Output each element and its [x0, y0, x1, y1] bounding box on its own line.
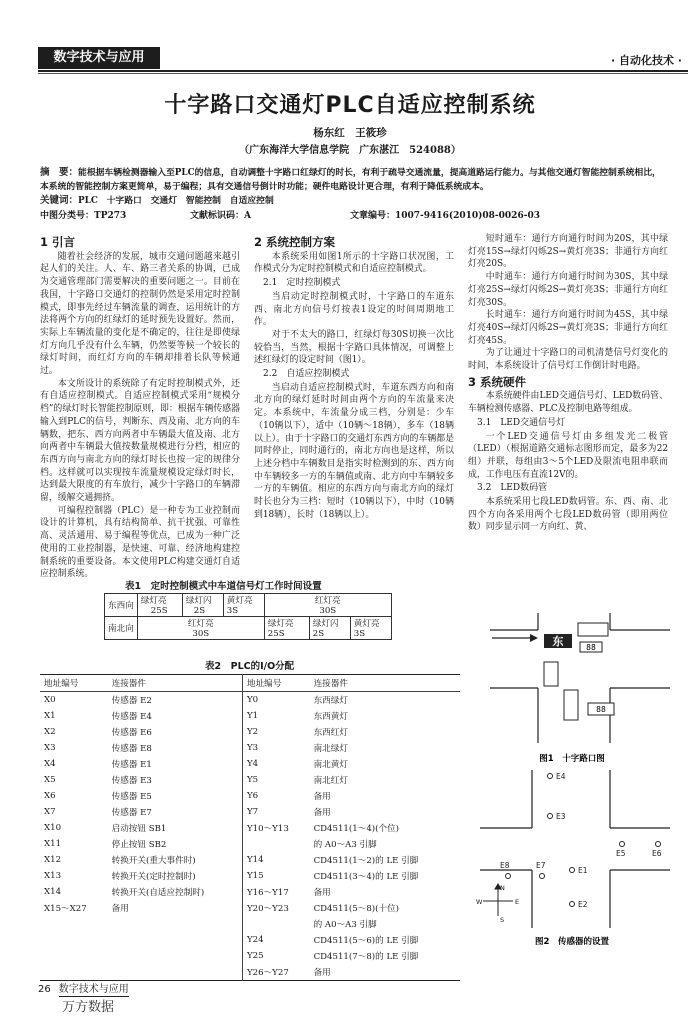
- table2-cell: 传感器 E1: [111, 760, 152, 770]
- journal-name: 数字技术与应用: [58, 984, 129, 995]
- signal-box: [578, 623, 608, 636]
- digit-display: 88: [596, 705, 606, 714]
- t1-ew-label: 东西向: [105, 594, 138, 617]
- table2-cell: Y10～Y13: [242, 820, 309, 836]
- paragraph: 本系统采用如图1所示的十字路口状况图，工作模式分为定时控制模式和自适应控制模式。: [254, 251, 454, 275]
- sensor-e8: [506, 874, 511, 879]
- table2-cell: 传感器 E5: [111, 792, 152, 802]
- t1-cell: 2S: [193, 606, 206, 616]
- watermark: 万方数据: [62, 1000, 115, 1015]
- paragraph: 中时通车：通行方向通行时间为30S，其中绿灯亮25S→绿灯闪烁2S→黄灯亮3S；非通行方向红灯亮30S。: [468, 272, 668, 308]
- paragraph: 本系统硬件由LED交通信号灯、LED数码管、车辆检测传感器、PLC及控制电路等组成。: [468, 391, 668, 415]
- paragraph: 当启动定时控制模式时，十字路口的车道东西、南北方向信号灯按表1设定的时间周期地工作。: [254, 291, 454, 328]
- header-rule: [38, 70, 688, 72]
- column-right: [468, 233, 668, 534]
- column-tag: · 自动化技术 ·: [610, 54, 682, 67]
- t1-cell: 3S: [226, 606, 239, 616]
- table2: [40, 674, 460, 981]
- table2-cell: X4: [44, 759, 56, 769]
- table-row: [40, 724, 460, 740]
- table2-header-cell: 连接器件: [310, 675, 460, 692]
- paper-authors: 杨东红 王筱珍: [313, 127, 387, 139]
- digit-display: 88: [586, 643, 596, 652]
- table2-header-cell: 地址编号: [40, 675, 108, 692]
- section-heading: 2 系统控制方案: [254, 235, 336, 249]
- table2-cell: 转换开关(定时控制时): [111, 872, 196, 882]
- table2-header-cell: 地址编号: [242, 675, 309, 692]
- east-label: 东: [552, 635, 564, 648]
- paragraph: 当启动自适应控制模式时，车道东西方向和南北方向的绿灯延时时间由两个方向的车流量来决定。本系统中，车流量分成三档，分别是：少车（10辆以下），适中（10辆～18辆），多车（18辆以上）。由于十字路口的交通灯东西方向的车辆都是同时停止，同时通行的，南北方向也是这样，所以上述分档中车辆数目是指实时检测到的东、西方向中车辆较多一方的车辆值或南、北方向中车辆较多一方的车辆值。相应的东西方向与南北方向的绿灯时长也分为三档：短时（10辆以下），中时（10辆到18辆），长时（18辆以上）。: [254, 382, 454, 520]
- sensor-label: E8: [500, 861, 510, 870]
- t1-cell: 2S: [312, 629, 325, 639]
- paper-affiliation: （广东海洋大学信息学院 广东湛江 524088）: [239, 145, 461, 156]
- t1-cell: 黄灯亮: [226, 596, 253, 606]
- paragraph: 一个LED交通信号灯由多组发光二极管（LED）（根据道路交通标志图形而定，最多为22组）并联，每组由3～5个LED及限流电阻串联而成，工作电压有直流12V的。: [468, 431, 668, 480]
- table-row: [40, 788, 460, 804]
- table2-cell: X11: [44, 839, 62, 849]
- table2-cell: X5: [44, 775, 56, 785]
- table2-cell: Y15: [242, 868, 309, 884]
- t1-cell: 绿灯亮: [267, 619, 294, 629]
- table2-cell: 传感器 E7: [111, 808, 152, 818]
- table2-cell: CD4511(7～8)的 LE 引脚: [313, 952, 419, 962]
- table-row: [40, 836, 460, 852]
- sensor-label: E1: [578, 866, 588, 875]
- subsection-heading: 2.1 定时控制模式: [263, 278, 341, 289]
- table2-cell: 传感器 E3: [111, 776, 152, 786]
- compass-label: N: [500, 884, 505, 892]
- table2-cell: Y24: [242, 932, 309, 948]
- sensor-label: E4: [556, 772, 566, 781]
- column-left: [40, 233, 240, 581]
- sensor-label: E2: [578, 900, 588, 909]
- table2-cell: 转换开关(自适应控制时): [111, 888, 205, 898]
- sensor-marks: [506, 774, 661, 907]
- t1-cell: 30S: [192, 629, 210, 639]
- table2-cell: Y3: [242, 740, 309, 756]
- table2-cell: Y16～Y17: [242, 884, 309, 900]
- sensor-label: E7: [536, 861, 546, 870]
- table-row: [40, 756, 460, 772]
- t1-cell: 30S: [319, 606, 337, 616]
- table-row: [40, 868, 460, 884]
- table2-cell: X15～X27: [44, 904, 87, 914]
- page-number: 26: [38, 984, 51, 995]
- fig2-sensors: [480, 770, 670, 928]
- table2-cell: Y6: [242, 788, 309, 804]
- paragraph: 长时通车：通行方向通行时间为45S，其中绿灯亮40S→绿灯闪烁2S→黄灯亮3S；非通行方向红灯亮45S。: [468, 310, 668, 346]
- section-banner: 数字技术与应用: [38, 47, 160, 69]
- table2-cell: X1: [44, 711, 56, 721]
- section-heading: 3 系统硬件: [468, 374, 527, 389]
- clc-number: 中图分类号：TP273: [40, 211, 127, 221]
- abstract: [40, 166, 665, 208]
- table2-cell: Y14: [242, 852, 309, 868]
- compass-label: W: [476, 898, 483, 906]
- table2-cell: 东西黄灯: [313, 712, 348, 722]
- table2-cell: [108, 964, 243, 981]
- paragraph: 对于不太大的路口，红绿灯每30S切换一次比较恰当，当然，根据十字路口具体情况，可调整上述红绿灯的设定时间（图1）。: [254, 329, 454, 366]
- paragraph: 为了让通过十字路口的司机清楚信号灯变化的时间，本系统设计了信号灯工作倒计时电路。: [468, 348, 668, 372]
- compass-label: E: [515, 898, 520, 906]
- paragraph: 短时通车：通行方向通行时间为20S，其中绿灯亮15S→绿灯闪烁2S→黄灯亮3S；非通行方向红灯亮20S。: [468, 234, 668, 270]
- table2-cell: CD4511(3～4)的 LE 引脚: [313, 872, 419, 882]
- article-number: 文章编号：1007-9416(2010)08-0026-03: [350, 211, 540, 221]
- paragraph: 可编程控制器（PLC）是一种专为工业控制而设计的计算机，具有结构简单、抗干扰强、可靠性高、灵活通用、易于编程等优点，已成为一种广泛使用的工业控制器，是快速、可靠、经济地构建控制系统的重要设备。本文使用PLC构建交通灯自适应控制系统。: [40, 505, 240, 580]
- table2-cell: 传感器 E6: [111, 728, 152, 738]
- table-row: [40, 916, 460, 932]
- paper-title: 十字路口交通灯PLC自适应控制系统: [164, 93, 536, 118]
- table2-cell: 南北黄灯: [313, 760, 348, 770]
- table2-cell: [242, 916, 309, 932]
- figures: [470, 608, 675, 952]
- table2-cell: X10: [44, 823, 62, 833]
- section-heading: 1 引言: [40, 235, 76, 249]
- table2-cell: Y4: [242, 756, 309, 772]
- table2-cell: CD4511(5～8)(十位): [313, 904, 400, 914]
- compass-label: S: [500, 916, 505, 924]
- t1-cell: 绿灯闪: [185, 596, 212, 606]
- table2-caption: 表2 PLC的I/O分配: [205, 661, 295, 672]
- table-row: [40, 900, 460, 916]
- sensor-label: E6: [652, 849, 662, 858]
- table2-cell: 备用: [313, 968, 331, 978]
- table1-caption: 表1 定时控制模式中车道信号灯工作时间设置: [125, 581, 322, 592]
- t1-cell: 3S: [353, 629, 366, 639]
- table-row: [40, 932, 460, 948]
- document-code: 文献标识码：A: [190, 211, 251, 221]
- paragraph: 随着社会经济的发展，城市交通问题越来越引起人们的关注。人、车、路三者关系的协调，已成为交通管理部门需要解决的重要问题之一。目前在我国，十字路口交通灯的控制仍然是采用定时控制模式，即事先经过车辆流量的调查，运用统计的方法将两个方向的红绿灯的延时预先设置好。然而，实际上车辆流量的变化是不确定的，往往是即使绿灯方向几乎没有什么车辆，仍然要等候一个较长的绿灯时间，而红灯方向的车辆却排着长队等候通过。: [40, 251, 240, 377]
- t1-cell: 绿灯闪: [312, 619, 339, 629]
- subsection-heading: 2.2 自适应控制模式: [263, 369, 350, 380]
- table-row: [40, 884, 460, 900]
- table2-cell: [40, 916, 108, 932]
- table2-cell: 传感器 E4: [111, 712, 152, 722]
- sensor-label: E5: [616, 849, 626, 858]
- t1-cell: 红灯亮: [187, 619, 214, 629]
- table2-cell: X13: [44, 871, 62, 881]
- table-row: [40, 852, 460, 868]
- table2-cell: Y20～Y23: [242, 900, 309, 916]
- sensor-e7: [540, 874, 545, 879]
- table-row: [40, 948, 460, 964]
- table2-cell: X6: [44, 791, 56, 801]
- table-row: [40, 804, 460, 820]
- header-rule-thin: [38, 73, 688, 74]
- table2-cell: CD4511(5～6)的 LE 引脚: [313, 936, 419, 946]
- table2-cell: 转换开关(重大事件时): [111, 856, 196, 866]
- table2-cell: 备用: [313, 808, 331, 818]
- table2-cell: 传感器 E2: [111, 696, 152, 706]
- table2-cell: X7: [44, 807, 56, 817]
- table-row: [40, 772, 460, 788]
- table2-cell: CD4511(1～4)(个位): [313, 824, 400, 834]
- table2-cell: 的 A0～A3 引脚: [313, 920, 377, 930]
- t1-sn-label: 南北向: [105, 617, 138, 640]
- sensor-label: E3: [556, 812, 566, 821]
- table2-cell: Y1: [242, 708, 309, 724]
- table2-cell: X14: [44, 887, 62, 897]
- table2-cell: 传感器 E8: [111, 744, 152, 754]
- table2-cell: CD4511(1～2)的 LE 引脚: [313, 856, 419, 866]
- signal-box: [544, 662, 558, 686]
- table2-cell: 东西绿灯: [313, 696, 348, 706]
- intersection-diagrams: [470, 608, 675, 948]
- paragraph: 本系统采用七段LED数码管。东、西、南、北四个方向各采用两个七段LED数码管（即用两位数）同步显示同一方向红、黄、: [468, 497, 668, 533]
- table2-cell: Y7: [242, 804, 309, 820]
- table2-cell: 南北红灯: [313, 776, 348, 786]
- sensor-e3: [548, 814, 553, 819]
- table2-cell: [108, 932, 243, 948]
- sensor-e5: [620, 842, 625, 847]
- table2-cell: [40, 948, 108, 964]
- table2-cell: Y2: [242, 724, 309, 740]
- table-row: [40, 820, 460, 836]
- column-middle: [254, 233, 454, 521]
- compass: [483, 884, 513, 916]
- table2-cell: Y25: [242, 948, 309, 964]
- table2-cell: [242, 836, 309, 852]
- subsection-heading: 3.1 LED交通信号灯: [477, 417, 566, 428]
- table2-cell: 启动按钮 SB1: [111, 824, 167, 834]
- classification-line: [40, 208, 540, 221]
- table2-cell: [40, 964, 108, 981]
- table2-cell: Y26～Y27: [242, 964, 309, 981]
- paragraph: 本文所设计的系统除了有定时控制模式外，还有自适应控制模式。自适应控制模式采用“规模分档”的绿灯时长智能控制原则，即：根据车辆传感器输入到PLC的信号，判断东、西及南、北方向的车辆数，把东、西方向两者中车辆最大值及南、北方向两者中车辆最大值按数量规模进行分档，相应的东西方向与南北方向的绿灯时长也按一定的规律分档。这样就可以实现按车流量规模设定绿灯时长，达到最大限度的有车放行，减少十字路口的车辆滞留，缓解交通拥挤。: [40, 378, 240, 504]
- signal-box: [564, 690, 578, 720]
- sensor-e6: [656, 842, 661, 847]
- fig2-caption: 图2 传感器的设置: [535, 937, 609, 947]
- table-row: [40, 692, 460, 709]
- fig1-caption: 图1 十字路口图: [539, 754, 605, 764]
- table2-cell: [108, 916, 243, 932]
- keywords-label: 关键词：: [40, 195, 79, 206]
- abstract-label: 摘 要：: [40, 167, 79, 178]
- table-row: [40, 708, 460, 724]
- table1: [104, 593, 392, 640]
- t1-cell: 25S: [267, 629, 285, 639]
- table2-cell: Y5: [242, 772, 309, 788]
- t1-cell: 红灯亮: [314, 596, 341, 606]
- page-footer: [38, 980, 129, 995]
- table2-cell: 备用: [313, 792, 331, 802]
- table2-cell: 备用: [111, 904, 129, 914]
- abstract-text: 能根据车辆检测器输入至PLC的信息，自动调整十字路口红绿灯的时长，有利于疏导交通流量，提高道路运行能力。与其他交通灯智能控制系统相比，本系统的智能控制方案更简单，易于编程；具有交通信号倒计时功能；硬件电路设计更合理，有利于降低系统成本。: [40, 168, 661, 192]
- table2-cell: 东西红灯: [313, 728, 348, 738]
- t1-cell: 绿灯亮: [140, 596, 167, 606]
- sensor-e4: [548, 774, 553, 779]
- table2-cell: 南北绿灯: [313, 744, 348, 754]
- table2-cell: X3: [44, 743, 56, 753]
- table-row: [40, 964, 460, 981]
- sensor-e1: [570, 868, 575, 873]
- table2-cell: X2: [44, 727, 56, 737]
- t1-cell: 黄灯亮: [353, 619, 380, 629]
- table-row: [40, 740, 460, 756]
- table2-cell: Y0: [242, 692, 309, 709]
- table2-header-cell: 连接器件: [108, 675, 243, 692]
- table2-cell: X0: [44, 695, 56, 705]
- subsection-heading: 3.2 LED数码管: [477, 483, 548, 494]
- keywords-text: PLC 十字路口 交通灯 智能控制 自适应控制: [78, 196, 274, 206]
- table2-cell: 的 A0～A3 引脚: [313, 840, 377, 850]
- sensor-e2: [570, 902, 575, 907]
- table2-cell: [40, 932, 108, 948]
- table2-cell: 停止按钮 SB2: [111, 840, 167, 850]
- table2-cell: X12: [44, 855, 62, 865]
- t1-cell: 25S: [150, 606, 168, 616]
- east-direction-arrow: [492, 634, 572, 648]
- table2-cell: 备用: [313, 888, 331, 898]
- table2-cell: [108, 948, 243, 964]
